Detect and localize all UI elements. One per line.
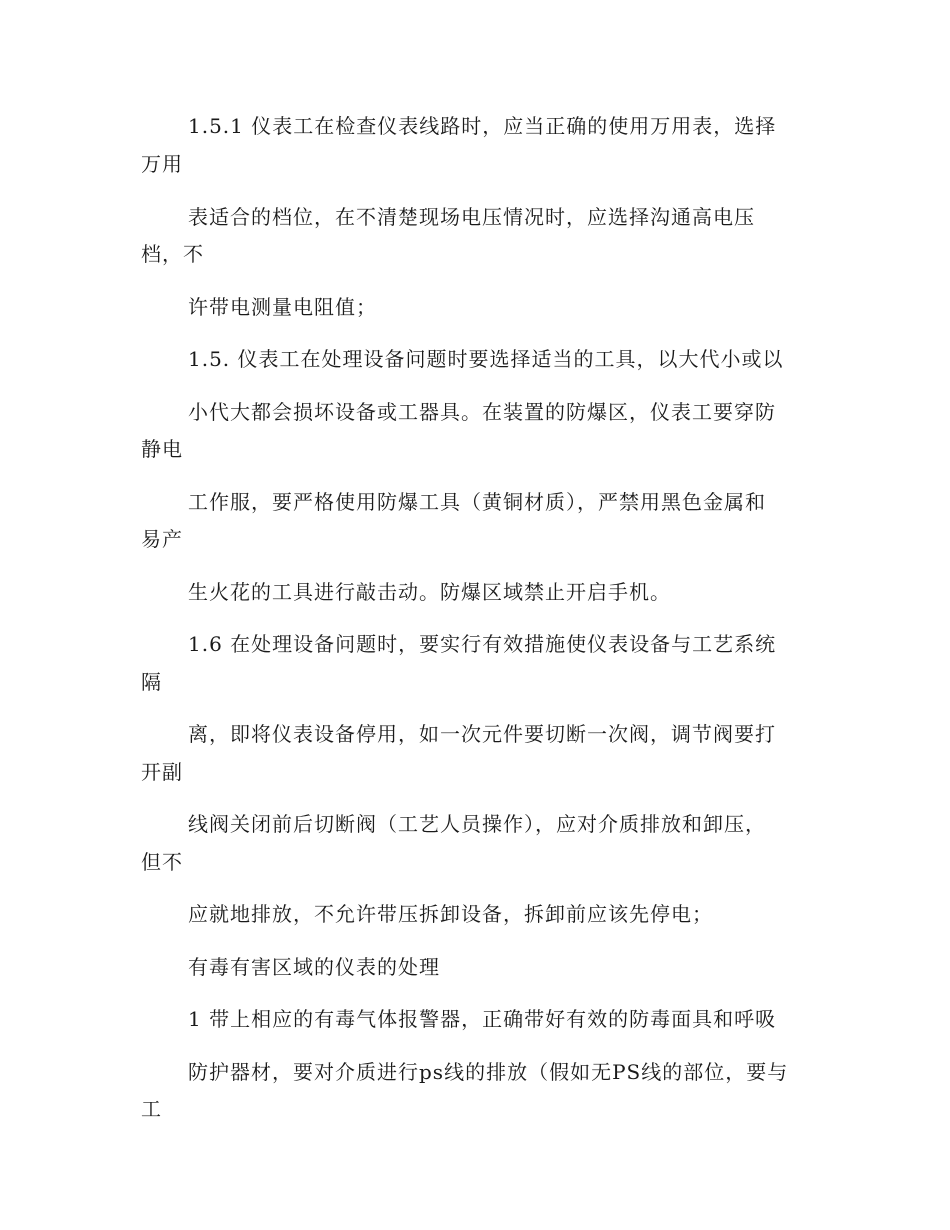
paragraph-line-wrap: 工 [141, 1097, 162, 1121]
paragraph-line: 应就地排放，不允许带压拆卸设备，拆卸前应该先停电； [188, 902, 713, 926]
paragraph-line-wrap: 易产 [141, 527, 183, 551]
paragraph-line-wrap: 但不 [141, 850, 183, 874]
paragraph-line: 1.5. 仪表工在处理设备问题时要选择适当的工具，以大代小或以 [188, 347, 784, 371]
section-heading: 有毒有害区域的仪表的处理 [188, 955, 440, 979]
paragraph-line-wrap: 静电 [141, 437, 183, 461]
paragraph-line-wrap: 开副 [141, 760, 183, 784]
paragraph-line: 1 带上相应的有毒气体报警器，正确带好有效的防毒面具和呼吸 [188, 1007, 777, 1031]
paragraph-line: 表适合的档位，在不清楚现场电压情况时，应选择沟通高电压 [188, 205, 755, 229]
paragraph-line: 1.5.1 仪表工在检查仪表线路时，应当正确的使用万用表，选择 [188, 114, 777, 138]
paragraph-line: 生火花的工具进行敲击动。防爆区域禁止开启手机。 [188, 580, 671, 604]
paragraph-line-wrap: 万用 [141, 152, 183, 176]
paragraph-line: 工作服，要严格使用防爆工具（黄铜材质），严禁用黑色金属和 [188, 490, 766, 514]
paragraph-line: 1.6 在处理设备问题时，要实行有效措施使仪表设备与工艺系统 [188, 632, 777, 656]
paragraph-line-wrap: 档，不 [141, 242, 204, 266]
paragraph-line: 防护器材，要对介质进行ps线的排放（假如无PS线的部位，要与 [188, 1060, 789, 1084]
paragraph-line: 小代大都会损坏设备或工器具。在装置的防爆区，仪表工要穿防 [188, 400, 776, 424]
paragraph-line: 离，即将仪表设备停用，如一次元件要切断一次阀，调节阀要打 [188, 722, 776, 746]
paragraph-line: 线阀关闭前后切断阀（工艺人员操作），应对介质排放和卸压， [188, 812, 766, 836]
paragraph-line: 许带电测量电阻值； [188, 295, 377, 319]
paragraph-line-wrap: 隔 [141, 670, 162, 694]
